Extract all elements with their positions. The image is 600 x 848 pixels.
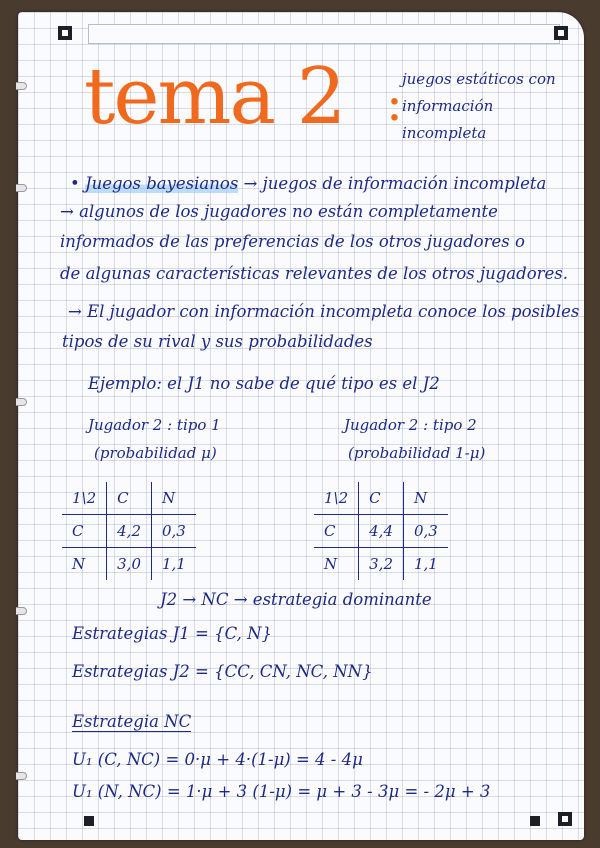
subtitle-line-2: información <box>402 97 494 115</box>
example-line: Ejemplo: el J1 no sabe de qué tipo es el J2 <box>88 374 440 393</box>
type1-probability: (probabilidad μ) <box>94 444 217 462</box>
payoff-cell: 1,1 <box>414 555 438 573</box>
table-corner: 1\2 <box>314 482 359 515</box>
payoff-table-type2 <box>314 482 448 580</box>
note-line-4: de algunas características relevantes de los otros jugadores. <box>60 264 569 283</box>
note-line-2: → algunos de los jugadores no están completamente <box>60 202 498 221</box>
utility-equation-2: U₁ (N, NC) = 1·μ + 3 (1-μ) = μ + 3 - 3μ = - 2μ + 3 <box>72 782 491 801</box>
column-header: C <box>107 482 152 515</box>
strategy-nc-heading: Estrategia NC <box>72 712 192 731</box>
definition-line <box>70 174 546 193</box>
binder-ring <box>16 184 27 192</box>
payoff-cell: 0,3 <box>152 515 196 548</box>
bullet: • <box>70 174 85 193</box>
corner-marker-top-right <box>554 26 568 40</box>
utility-equation-1: U₁ (C, NC) = 0·μ + 4·(1-μ) = 4 - 4μ <box>72 750 363 769</box>
title-colon: : <box>386 74 403 132</box>
payoff-cell: 1,1 <box>162 555 186 573</box>
payoff-cell: 4,2 <box>107 515 152 548</box>
binder-ring <box>16 398 27 406</box>
row-header: N <box>62 548 107 581</box>
note-line-3: informados de las preferencias de los otros jugadores o <box>60 232 525 251</box>
note-line-6: tipos de su rival y sus probabilidades <box>62 332 373 351</box>
strategies-j2: Estrategias J2 = {CC, CN, NC, NN} <box>72 662 373 681</box>
corner-marker-bottom-left <box>84 816 94 826</box>
column-header: C <box>359 482 404 515</box>
subtitle-line-1: juegos estáticos con <box>402 70 556 88</box>
note-line-5: → El jugador con información incompleta conoce los posibles <box>68 302 580 321</box>
type2-probability: (probabilidad 1-μ) <box>348 444 486 462</box>
type2-title: Jugador 2 : tipo 2 <box>344 416 477 434</box>
row-header: C <box>62 515 107 548</box>
payoff-cell: 3,2 <box>359 548 404 581</box>
table-corner: 1\2 <box>62 482 107 515</box>
column-header: N <box>404 482 448 515</box>
notebook-page <box>18 12 584 840</box>
column-header: N <box>152 482 196 515</box>
subtitle-line-3: incompleta <box>402 124 487 142</box>
row-header: N <box>314 548 359 581</box>
strategies-j1: Estrategias J1 = {C, N} <box>72 624 273 643</box>
dominant-strategy-line: J2 → NC → estrategia dominante <box>160 590 432 609</box>
payoff-table-type1 <box>62 482 196 580</box>
header-bar <box>88 24 560 44</box>
corner-marker-top-left <box>58 26 72 40</box>
payoff-cell: 3,0 <box>107 548 152 581</box>
corner-marker-bottom-right <box>530 816 540 826</box>
binder-ring <box>16 772 27 780</box>
binder-ring <box>16 607 27 615</box>
row-header: C <box>314 515 359 548</box>
payoff-cell: 0,3 <box>404 515 448 548</box>
payoff-cell: 4,4 <box>359 515 404 548</box>
binder-ring <box>16 82 27 90</box>
highlighted-term: Juegos bayesianos <box>84 174 239 193</box>
page-title: tema 2 <box>84 52 345 142</box>
definition-text: → juegos de información incompleta <box>238 174 547 193</box>
type1-title: Jugador 2 : tipo 1 <box>88 416 221 434</box>
corner-marker-bottom-right-outer <box>558 812 572 826</box>
